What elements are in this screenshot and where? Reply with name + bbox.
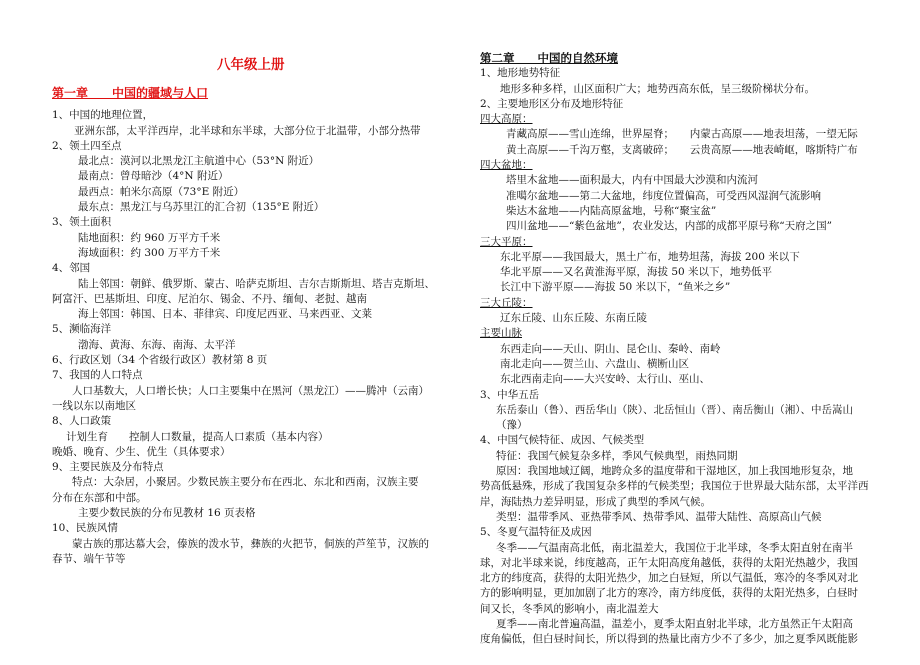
text-line: 8、人口政策: [52, 415, 112, 428]
text-line: 塔里木盆地——面积最大，内有中国最大沙漠和内流河: [506, 174, 758, 187]
text-line: 陆上邻国：朝鲜、俄罗斯、蒙古、哈萨克斯坦、吉尔吉斯斯坦、塔吉克斯坦、: [78, 277, 435, 290]
text-line: 蒙古族的那达慕大会，傣族的泼水节，彝族的火把节，侗族的芦笙节，汉族的: [72, 537, 429, 550]
text-line: 类型：温带季风、亚热带季风、热带季风、温带大陆性、高原高山气候: [496, 510, 822, 523]
text-line: 3、领土面积: [52, 216, 112, 229]
text-line: 陆地面积：约 960 万平方千米: [78, 231, 221, 244]
text-line: 主要山脉: [480, 327, 522, 340]
text-line: 间又长，冬季风的影响小，南北温差大: [480, 602, 659, 615]
text-line: 9、主要民族及分布特点: [52, 461, 164, 474]
text-line: 特点：大杂居，小聚居。少数民族主要分布在西北、东北和西南，汉族主要: [72, 476, 419, 489]
text-line: 一线以东以南地区: [52, 399, 136, 412]
text-line: 4、邻国: [52, 262, 91, 275]
text-line: 三大丘陵：: [480, 296, 533, 309]
text-line: 势高低悬殊，形成了我国复杂多样的气候类型；我国位于世界最大陆东部，太平洋西: [480, 480, 869, 493]
text-line: 春节、端午节等: [52, 552, 126, 565]
text-line: 三大平原：: [480, 235, 533, 248]
text-line: 岸，海陆热力差异明显，形成了典型的季风气候。: [480, 495, 711, 508]
text-line: 东北西南走向——大兴安岭、太行山、巫山、: [500, 373, 710, 386]
text-line: 最南点：曾母暗沙（4°N 附近）: [78, 170, 229, 183]
page-title: 八年级上册: [217, 57, 285, 73]
text-line: 长江中下游平原——海拔 50 米以下，“鱼米之乡”: [500, 281, 731, 294]
text-line: 四川盆地——“紫色盆地”，农业发达，内部的成都平原号称“天府之国”: [506, 220, 832, 233]
text-line: 1、地形地势特征: [480, 67, 561, 80]
text-line: 5、冬夏气温特征及成因: [480, 526, 592, 539]
text-line: 四大盆地：: [480, 159, 533, 172]
text-line: 3、中华五岳: [480, 388, 540, 401]
text-line: 6、行政区划（34 个省级行政区）教材第 8 页: [52, 354, 268, 367]
text-line: 5、濒临海洋: [52, 323, 112, 336]
right-column: [480, 51, 895, 648]
text-line: 阿富汗、巴基斯坦、印度、尼泊尔、锡金、不丹、缅甸、老挝、越南: [52, 292, 367, 305]
text-line: 辽东丘陵、山东丘陵、东南丘陵: [500, 312, 647, 325]
text-line: 地形多种多样，山区面积广大；地势西高东低，呈三级阶梯状分布。: [500, 82, 815, 95]
text-line: （豫）: [496, 419, 528, 432]
text-line: 东北平原——我国最大，黑土广布，地势坦荡，海拔 200 米以下: [500, 250, 800, 263]
text-line: 度角偏低，但白昼时间长，所以得到的热量比南方少不了多少，加之夏季风既能影: [480, 633, 858, 646]
text-line: 四大高原：: [480, 113, 533, 126]
text-line: 10、民族风情: [52, 522, 118, 535]
text-line: 方的影响明显，更加加剧了北方的寒冷，南方纬度低，获得的太阳光热多，白昼时: [480, 587, 858, 600]
text-line: 7、我国的人口特点: [52, 369, 143, 382]
text-line: 北方的纬度高，获得的太阳光热少，加之白昼短，所以气温低，寒冷的冬季风对北: [480, 572, 858, 585]
text-line: 华北平原——又名黄淮海平原，海拔 50 米以下，地势低平: [500, 266, 773, 279]
text-line: 柴达木盆地——内陆高原盆地，号称“聚宝盆”: [506, 204, 717, 217]
text-line: 青藏高原——雪山连绵，世界屋脊； 内蒙古高原——地表坦荡，一望无际: [506, 128, 858, 141]
text-line: 夏季——南北普遍高温，温差小，夏季太阳直射北半球，北方虽然正午太阳高: [496, 617, 853, 630]
left-column: [52, 86, 447, 567]
text-line: 最东点：黑龙江与乌苏里江的汇合初（135°E 附近）: [78, 201, 325, 214]
text-line: 南北走向——贺兰山、六盘山、横断山区: [500, 357, 689, 370]
chapter-2-body: [480, 66, 895, 647]
text-line: 计划生育 控制人口数量，提高人口素质（基本内容）: [66, 430, 329, 443]
text-line: 渤海、黄海、东海、南海、太平洋: [78, 338, 236, 351]
text-line: 人口基数大，人口增长快；人口主要集中在黑河（黑龙江）——腾冲（云南）: [72, 384, 429, 397]
text-line: 球，对北半球来说，纬度越高，正午太阳高度角越低，获得的太阳光热越少，我国: [480, 556, 858, 569]
text-line: 1、中国的地理位置，: [52, 109, 154, 122]
text-line: 2、领土四至点: [52, 139, 122, 152]
text-line: 东岳泰山（鲁）、西岳华山（陕）、北岳恒山（晋）、南岳衡山（湘）、中岳嵩山: [496, 403, 853, 416]
text-line: 晚婚、晚育、少生、优生（具体要求）: [52, 445, 231, 458]
text-line: 亚洲东部，太平洋西岸，北半球和东半球，大部分位于北温带，小部分热带: [74, 124, 421, 137]
text-line: 东西走向——天山、阴山、昆仑山、秦岭、南岭: [500, 342, 721, 355]
text-line: 2、主要地形区分布及地形特征: [480, 97, 624, 110]
text-line: 特征：我国气候复杂多样，季风气候典型，雨热同期: [496, 449, 738, 462]
text-line: 冬季——气温南高北低，南北温差大，我国位于北半球，冬季太阳直射在南半: [496, 541, 853, 554]
text-line: 海上邻国：韩国、日本、菲律宾、印度尼西亚、马来西亚、文莱: [78, 308, 372, 321]
text-line: 分布在东部和中部。: [52, 491, 147, 504]
text-line: 主要少数民族的分布见教材 16 页表格: [78, 507, 256, 520]
chapter-2-heading: 第二章 中国的自然环境: [480, 51, 618, 65]
chapter-1-body: [52, 108, 447, 567]
text-line: 海域面积：约 300 万平方千米: [78, 246, 221, 259]
text-line: 最北点：漠河以北黑龙江主航道中心（53°N 附近）: [78, 155, 320, 168]
text-line: 4、中国气候特征、成因、气候类型: [480, 434, 645, 447]
text-line: 最西点：帕米尔高原（73°E 附近）: [78, 185, 245, 198]
chapter-1-heading: 第一章 中国的疆域与人口: [52, 86, 209, 100]
text-line: 黄土高原——千沟万壑，支离破碎； 云贵高原——地表崎岖，喀斯特广布: [506, 143, 858, 156]
text-line: 原因：我国地域辽阔，地跨众多的温度带和干湿地区，加上我国地形复杂，地: [496, 465, 853, 478]
text-line: 准噶尔盆地——第二大盆地，纬度位置偏高，可受西风湿润气流影响: [506, 189, 821, 202]
